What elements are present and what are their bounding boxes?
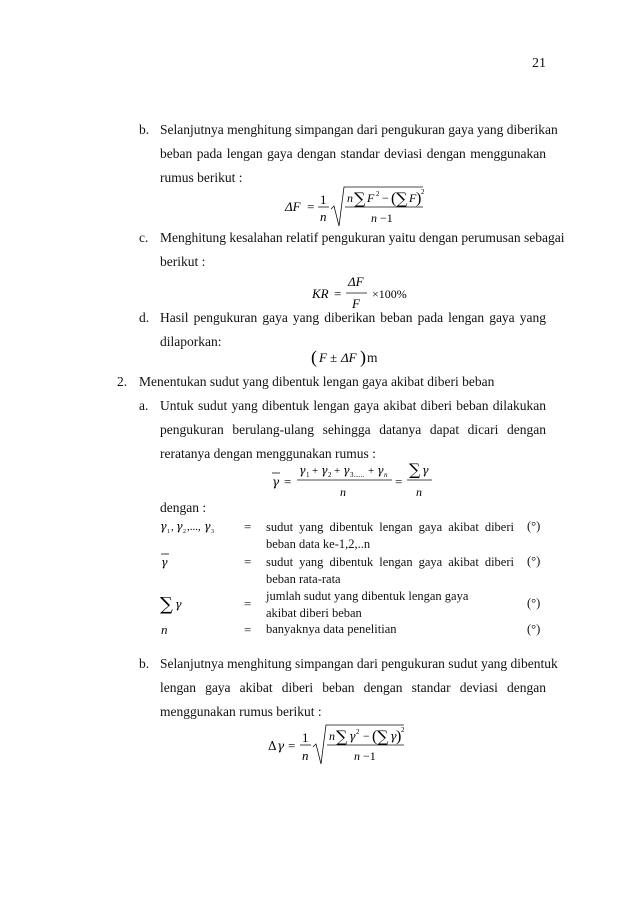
- svg-text:∑: ∑: [396, 189, 408, 208]
- svg-text:∑: ∑: [354, 189, 366, 208]
- svg-text:γ: γ: [377, 464, 384, 477]
- svg-text:2: 2: [183, 529, 186, 535]
- svg-text:2: 2: [401, 726, 405, 734]
- definition-unit: (°): [527, 554, 541, 568]
- svg-text:1: 1: [306, 471, 310, 479]
- svg-text:γ: γ: [390, 730, 397, 743]
- svg-text:): ): [396, 728, 402, 745]
- svg-text:γ: γ: [204, 520, 211, 533]
- svg-text:−: −: [382, 191, 389, 205]
- definition-symbol-gamma-list: [160, 517, 240, 540]
- definition-unit: (°): [527, 622, 541, 636]
- svg-text:−: −: [363, 729, 370, 743]
- svg-text:∑: ∑: [336, 727, 348, 746]
- definition-symbol-n: n: [161, 622, 168, 637]
- paragraph-line: Selanjutnya menghitung simpangan dari pengukuran gaya yang diberikan: [160, 122, 558, 137]
- svg-text:γ: γ: [422, 464, 429, 477]
- svg-text:γ: γ: [321, 464, 328, 477]
- svg-text:2: 2: [356, 728, 360, 736]
- svg-text:n: n: [371, 211, 377, 225]
- svg-text:=: =: [395, 474, 403, 489]
- list-marker-b: b.: [139, 122, 150, 137]
- dengan-label: dengan :: [160, 500, 207, 515]
- svg-text:=: =: [288, 738, 296, 753]
- svg-text:2: 2: [328, 471, 332, 479]
- paragraph-line: berikut :: [160, 254, 206, 269]
- definition-symbol-gamma-mean: [160, 549, 180, 576]
- svg-text:+: +: [334, 465, 341, 477]
- svg-text:∑: ∑: [377, 727, 389, 746]
- svg-text:γ: γ: [175, 598, 182, 611]
- definition-desc: sudut yang dibentuk lengan gaya akibat diberi beban rata-rata: [266, 555, 514, 586]
- paragraph-line: Selanjutnya menghitung simpangan dari pengukuran sudut yang dibentuk: [160, 656, 558, 671]
- svg-text:−1: −1: [363, 749, 376, 763]
- definition-equals: =: [244, 554, 252, 569]
- svg-text:(: (: [311, 347, 317, 367]
- svg-text:2: 2: [421, 188, 425, 196]
- svg-text:γ: γ: [161, 556, 168, 569]
- formula-result: [311, 346, 391, 375]
- paragraph-line: lengan gaya akibat diberi beban dengan standar deviasi dengan: [160, 680, 546, 695]
- svg-text:F: F: [367, 191, 375, 205]
- definition-desc: sudut yang dibentuk lengan gaya akibat diberi beban data ke-1,2,..n: [266, 520, 514, 551]
- svg-text:n: n: [347, 191, 353, 205]
- svg-text:±: ±: [330, 350, 338, 365]
- svg-text:γ: γ: [343, 464, 350, 477]
- svg-text:2: 2: [376, 190, 380, 198]
- svg-text:3......: 3......: [350, 471, 364, 479]
- svg-text:1: 1: [302, 730, 309, 745]
- svg-text:,...,: ,...,: [187, 521, 201, 533]
- definition-equals: =: [244, 622, 252, 637]
- svg-text:n: n: [354, 749, 360, 763]
- svg-text:+: +: [368, 465, 375, 477]
- paragraph-line: Menghitung kesalahan relatif pengukuran yaitu dengan perumusan sebagai: [160, 230, 565, 245]
- svg-text:γ: γ: [176, 520, 183, 533]
- formula-mean-gamma: [270, 458, 440, 507]
- definition-unit: (°): [527, 596, 541, 610]
- svg-text:3: 3: [211, 529, 214, 535]
- list-marker-c: c.: [139, 230, 149, 245]
- paragraph-line: menggunakan rumus berikut :: [160, 704, 322, 719]
- list-marker-b: b.: [139, 656, 150, 671]
- list-marker-2: 2.: [117, 374, 128, 389]
- svg-text:n: n: [320, 209, 327, 224]
- svg-text:,: ,: [171, 521, 174, 533]
- svg-text:(: (: [372, 728, 378, 745]
- svg-text:F: F: [319, 350, 327, 365]
- list-marker-d: d.: [139, 310, 150, 325]
- svg-text:∑: ∑: [409, 460, 421, 479]
- page-number: 21: [532, 56, 546, 71]
- definition-desc: banyaknya data penelitian: [266, 622, 397, 636]
- svg-text:−1: −1: [380, 211, 393, 225]
- formula-delta-gamma: [268, 722, 408, 773]
- svg-text:=: =: [284, 474, 292, 489]
- definition-unit: (°): [527, 519, 541, 533]
- svg-text:=: =: [307, 199, 315, 214]
- svg-text:1: 1: [320, 192, 327, 207]
- svg-text:n: n: [416, 485, 422, 499]
- paragraph-line: rumus berikut :: [160, 170, 243, 185]
- svg-text:KR: KR: [312, 286, 329, 301]
- list-marker-a: a.: [139, 398, 149, 413]
- svg-text:γ: γ: [272, 475, 280, 489]
- svg-text:n: n: [384, 471, 388, 479]
- svg-text:=: =: [334, 286, 342, 301]
- definition-equals: =: [244, 519, 252, 534]
- svg-text:n: n: [340, 485, 346, 499]
- paragraph-line: Hasil pengukuran gaya yang diberikan beban pada lengan gaya yang: [160, 310, 546, 325]
- svg-text:γ: γ: [349, 730, 356, 743]
- paragraph-line: pengukuran berulang-ulang sehingga datanya dapat dicari dengan: [160, 422, 546, 437]
- paragraph-line: dilaporkan:: [160, 334, 222, 349]
- svg-text:ΔF: ΔF: [341, 350, 357, 365]
- svg-text:+: +: [312, 465, 319, 477]
- svg-text:γ: γ: [277, 739, 285, 753]
- paragraph-line: reratanya dengan menggunakan rumus :: [160, 446, 376, 461]
- svg-text:n: n: [302, 748, 309, 763]
- svg-text:): ): [416, 190, 422, 207]
- svg-text:Δ: Δ: [268, 739, 277, 753]
- svg-text:(: (: [391, 190, 397, 207]
- paragraph-line: beban pada lengan gaya dengan standar deviasi dengan menggunakan: [160, 146, 546, 161]
- section-heading: Menentukan sudut yang dibentuk lengan gaya akibat diberi beban: [139, 374, 495, 389]
- definition-symbol-sum-gamma: [160, 592, 190, 621]
- paragraph-line: Untuk sudut yang dibentuk lengan gaya akibat diberi beban dilakukan: [160, 398, 546, 413]
- svg-text:γ: γ: [160, 520, 167, 533]
- svg-text:1: 1: [167, 529, 170, 535]
- svg-text:∑: ∑: [160, 594, 173, 615]
- definition-desc: jumlah sudut yang dibentuk lengan gaya akibat diberi beban: [266, 589, 469, 620]
- svg-text:F: F: [352, 296, 360, 311]
- svg-text:F: F: [409, 191, 417, 205]
- formula-delta-f: [285, 184, 425, 235]
- svg-text:×100%: ×100%: [372, 287, 407, 301]
- svg-text:n: n: [329, 729, 335, 743]
- svg-text:γ: γ: [299, 464, 306, 477]
- unit-m: m: [367, 350, 378, 365]
- svg-text:ΔF: ΔF: [348, 274, 364, 289]
- svg-text:ΔF: ΔF: [285, 199, 301, 214]
- definition-equals: =: [244, 596, 252, 611]
- svg-text:): ): [360, 347, 366, 367]
